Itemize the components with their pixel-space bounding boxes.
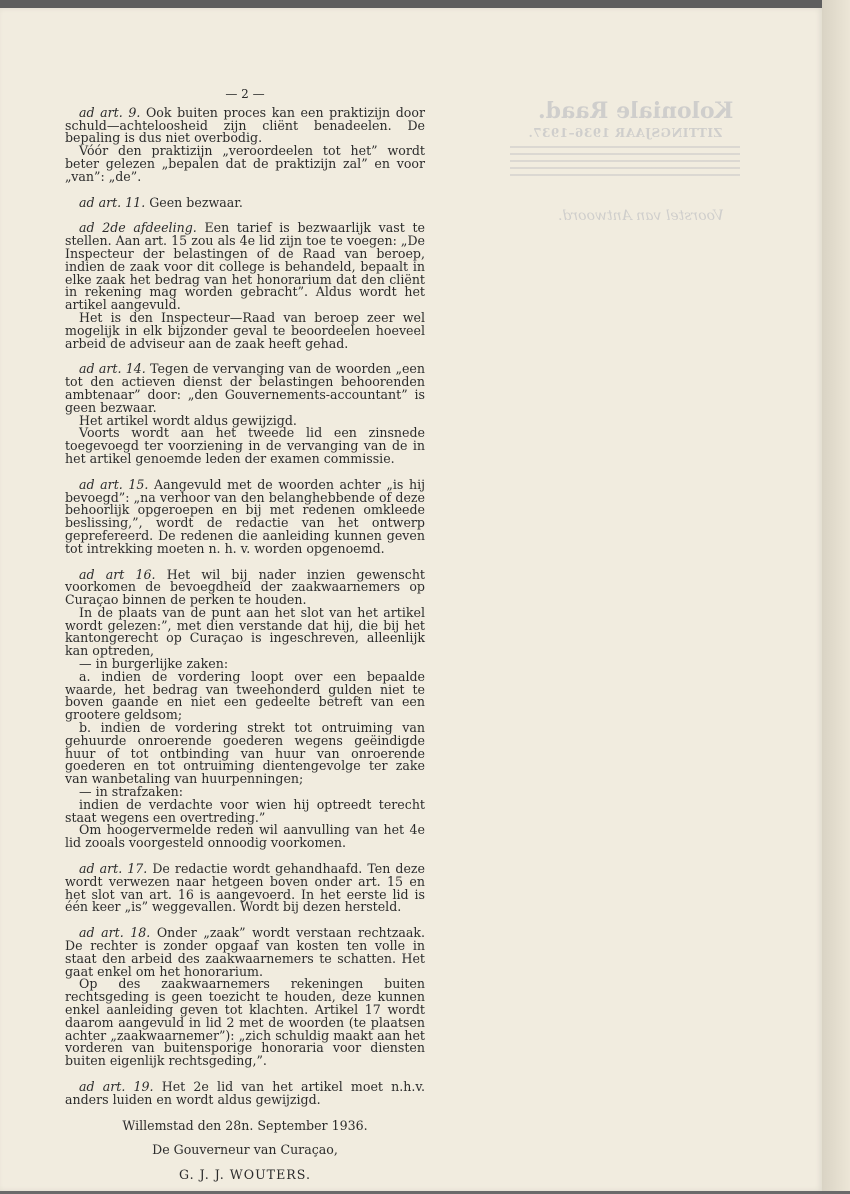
article-section	[65, 1078, 425, 1107]
paragraph-text: Tegen de vervanging van de woorden „een tot den actieven dienst der belastingen behoorenden ambtenaar” door: „den Gouvernements-accountant” is geen bezwaar.	[65, 361, 425, 415]
paragraph-text: Het 2e lid van het artikel moet n.h.v. anders luiden en wordt aldus gewijzigd.	[65, 1078, 425, 1107]
bleed-line-1: Koloniale Raad.	[538, 98, 734, 124]
paragraph-text: Vóór den praktizijn „veroordeelen tot het” wordt beter gelezen „bepalen dat de praktizijn zal” en voor „van”: „de”.	[65, 143, 425, 184]
paragraph	[65, 222, 425, 312]
paragraph	[65, 927, 425, 978]
bleed-through-text	[498, 90, 798, 290]
article-section	[65, 363, 425, 465]
article-ref: ad art. 18.	[79, 925, 151, 941]
article-ref: ad art. 14.	[79, 361, 146, 377]
paragraph	[65, 145, 425, 183]
document-page	[0, 8, 822, 1191]
paragraph-text: a. indien de vordering loopt over een bepaalde waarde, het bedrag van tweehonderd gulden niet te boven gaande en niet een gedeelte betreft van een grootere geldsom;	[65, 668, 425, 723]
paragraph-text: b. indien de vordering strekt tot ontruiming van gehuurde onroerende goederen wegens geëindigde huur of tot ontbinding van huur van onroerende goederen en tot ontruiming dientengevolge ter zake van wanbetaling van huurpenningen;	[65, 720, 425, 787]
paragraph-text: Aangevuld met de woorden achter „is hij bevoegd”: „na verhoor van den belanghebbende of deze behoorlijk opgeroepen en bij met redenen omkleede beslissing,”, wordt de redactie van het ontwerp geprefereerd. De redenen die aanleiding kunnen geven tot intrekking moeten n. h. v. worden opgenoemd.	[65, 476, 425, 556]
paragraph-text: Voorts wordt aan het tweede lid een zinsnede toegevoegd ter voorziening in de vervanging van de in het artikel genoemde leden der examen commissie.	[65, 425, 425, 466]
paragraph	[65, 668, 425, 723]
paragraph	[65, 722, 425, 786]
paragraph-text: — in burgerlijke zaken:	[79, 656, 229, 672]
article-section	[65, 194, 425, 210]
article-ref: ad art. 15.	[79, 476, 149, 492]
paragraph-text: — in strafzaken:	[79, 784, 184, 800]
article-ref: ad 2de afdeeling.	[79, 220, 197, 236]
paragraph-text: Het artikel wordt aldus gewijzigd.	[79, 412, 297, 428]
article-ref: ad art. 9.	[79, 104, 141, 120]
article-section	[65, 476, 425, 556]
paragraph	[65, 363, 425, 414]
paragraph	[65, 566, 425, 608]
paragraph-text: In de plaats van de punt aan het slot van het artikel wordt gelezen:”, met dien verstande dat hij, die bij het kantongerecht op Curaçao is ingeschreven, alleenlijk kan optreden,	[65, 604, 425, 659]
page-edge	[822, 0, 850, 1191]
paragraph	[65, 863, 425, 914]
article-section	[65, 863, 425, 914]
paragraph-text: Het is den Inspecteur—Raad van beroep zeer wel mogelijk in elk bijzonder geval te beoordeelen hoeveel arbeid de adviseur aan de zaak heeft gehad.	[65, 309, 425, 351]
paragraph-text: Geen bezwaar.	[149, 194, 243, 210]
paragraph	[65, 604, 425, 659]
page-number: — 2 —	[225, 87, 265, 101]
article-section	[65, 566, 425, 851]
paragraph	[65, 978, 425, 1068]
paragraph	[65, 104, 425, 146]
bleed-line-2: ZITTINGSJAAR 1936–1937.	[528, 126, 723, 140]
paragraph	[65, 309, 425, 351]
paragraph-text: Een tarief is bezwaarlijk vast te stellen. Aan art. 15 zou als 4e lid zijn toe te voegen: „De Inspecteur der belastingen of de Raad van beroep, indien de zaak voor dit college is behandeld, bepaalt in elke zaak het bedrag van het honorarium dat den cliënt in rekening mag worden gebracht”. Aldus wordt het artikel aangevuld.	[65, 220, 425, 313]
paragraph-text: De redactie wordt gehandhaafd. Ten deze wordt verwezen naar hetgeen boven onder art. 15 en het slot van art. 16 is aangevoerd. In het eerste lid is één keer „is” weggevallen. Wordt bij dezen hersteld.	[65, 861, 425, 915]
bleed-line-3: Voorstel van Antwoord.	[558, 208, 724, 224]
governor-title: De Gouverneur van Curaçao,	[152, 1142, 338, 1158]
paragraph-text: Het wil bij nader inzien gewenscht voorkomen de bevoegdheid der zaakwaarnemers op Curaçao binnen de perken te houden.	[65, 566, 425, 608]
article-ref: ad art. 19.	[79, 1078, 154, 1094]
article-ref: ad art. 11.	[79, 194, 146, 210]
paragraph-text: Op des zaakwaarnemers rekeningen buiten rechtsgeding is geen toezicht te houden, deze kunnen enkel aanleiding geven tot klachten. Artikel 17 wordt daarom aangevuld in lid 2 met de woorden (te plaatsen achter „zaakwaarnemer”): „zich schuldig maakt aan het vorderen van buitensporige honoraria voor diensten buiten eigenlijk rechtsgeding,”.	[65, 976, 425, 1069]
signature: G. J. J. WOUTERS.	[179, 1167, 311, 1183]
paragraph	[65, 796, 425, 825]
paragraph-text: Ook buiten proces kan een praktizijn door schuld—achteloosheid zijn cliënt benadeelen. De bepaling is dus niet overbodig.	[65, 104, 425, 146]
article-section	[65, 927, 425, 1068]
document-body	[65, 88, 425, 1194]
sections-container	[65, 104, 425, 1107]
scan-border	[0, 0, 850, 8]
paragraph	[65, 194, 425, 210]
paragraph-text: Om hoogervermelde reden wil aanvulling van het 4e lid zooals voorgesteld onnoodig voorkomen.	[65, 822, 425, 851]
article-ref: ad art. 17.	[79, 861, 148, 877]
closing-block	[65, 1117, 425, 1183]
paragraph	[65, 427, 425, 465]
paragraph	[65, 1078, 425, 1107]
article-ref: ad art 16.	[79, 566, 156, 582]
article-section	[65, 222, 425, 350]
paragraph-text: indien de verdachte voor wien hij optreedt terecht staat wegens een overtreding.”	[65, 796, 425, 825]
paragraph	[65, 476, 425, 556]
bleed-lines	[510, 146, 740, 176]
paragraph	[65, 824, 425, 850]
paragraph-text: Onder „zaak” wordt verstaan rechtzaak. De rechter is zonder opgaaf van kosten ten volle in staat den arbeid des zaakwaarnemers te schatten. Het gaat enkel om het honorarium.	[65, 925, 425, 979]
place-date: Willemstad den 28n. September 1936.	[122, 1117, 368, 1133]
article-section	[65, 104, 425, 184]
